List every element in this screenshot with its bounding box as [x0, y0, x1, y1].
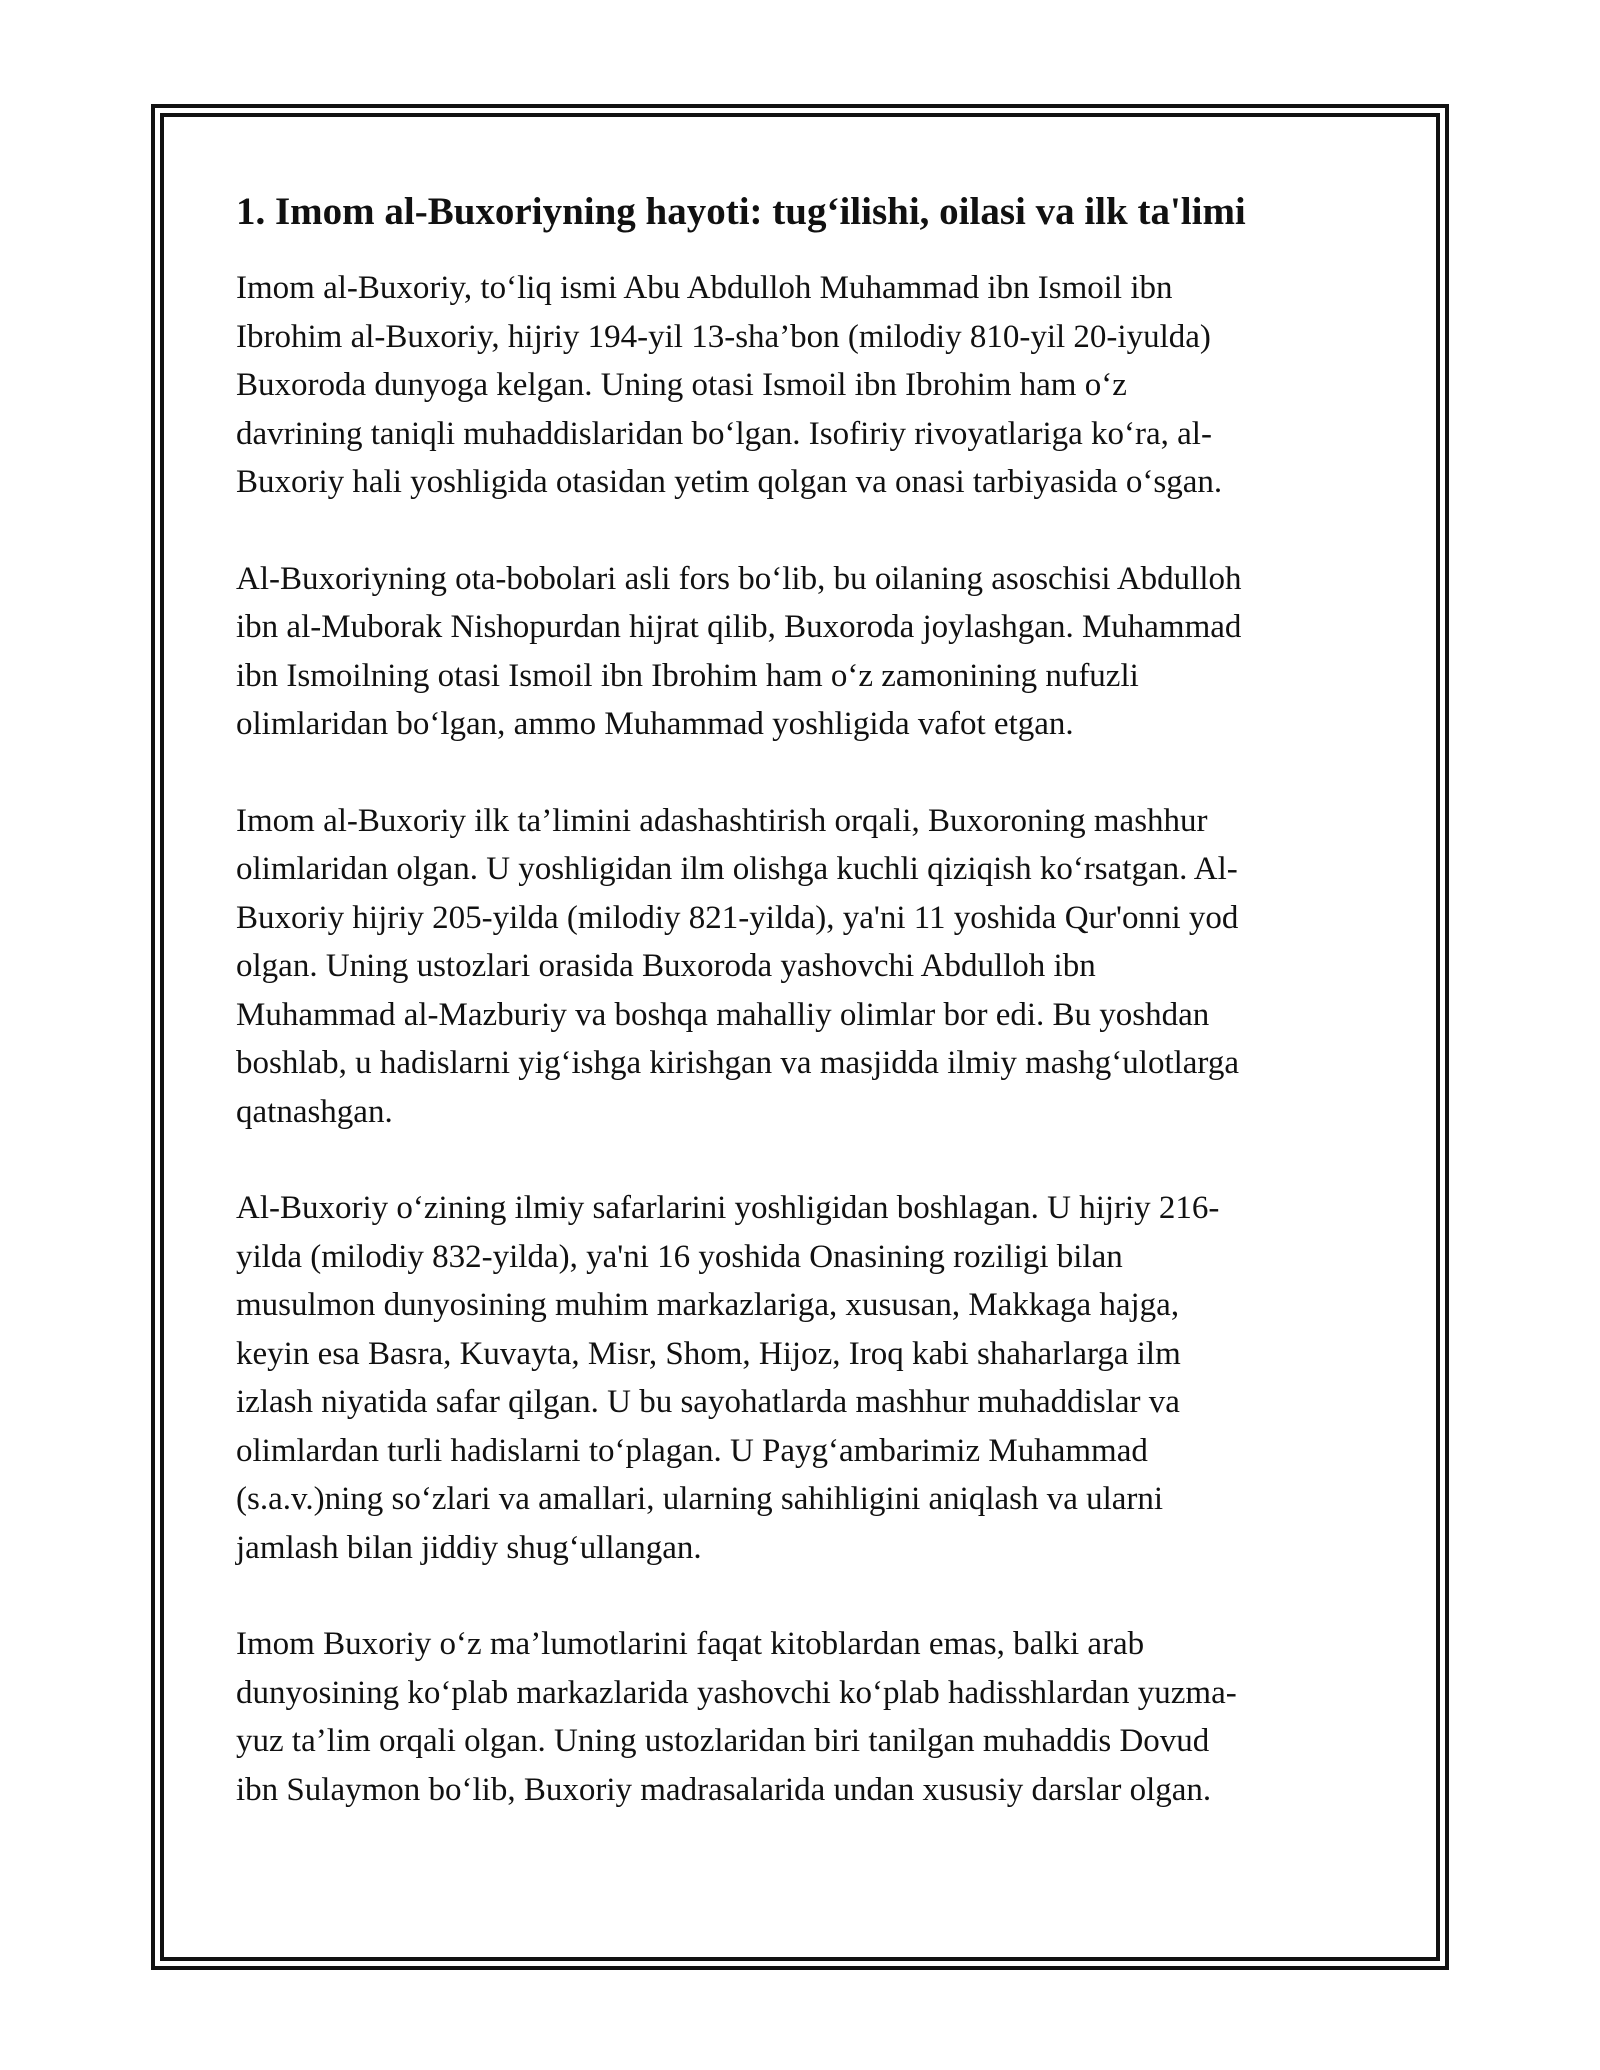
- text-line: boshlab, u hadislarni yig‘ishga kirishgan va masjidda ilmiy mashg‘ulotlarga: [236, 1045, 1239, 1081]
- text-line: yilda (milodiy 832-yilda), ya'ni 16 yoshida Onasining roziligi bilan: [236, 1238, 1123, 1275]
- text-line: dunyosining ko‘plab markazlarida yashovchi ko‘plab hadisshlardan yuzma-: [236, 1674, 1237, 1711]
- text-line: Buxoriy hali yoshligida otasidan yetim qolgan va onasi tarbiyasida o‘sgan.: [236, 464, 1223, 500]
- text-line: jamlash bilan jiddiy shug‘ullangan.: [236, 1529, 702, 1566]
- paragraph-1: [236, 264, 1366, 507]
- text-line: Imom Buxoriy o‘z ma’lumotlarini faqat kitoblardan emas, balki arab: [236, 1626, 1145, 1662]
- text-line: qatnashgan.: [236, 1093, 393, 1130]
- text-line: musulmon dunyosining muhim markazlariga, xususan, Makkaga hajga,: [236, 1287, 1180, 1323]
- text-line: Buxoroda dunyoga kelgan. Uning otasi Ismoil ibn Ibrohim ham o‘z: [236, 367, 1127, 403]
- text-line: olimlardan turli hadislarni to‘plagan. U Payg‘ambarimiz Muhammad: [236, 1432, 1148, 1469]
- text-line: olimlaridan olgan. U yoshligidan ilm olishga kuchli qiziqish ko‘rsatgan. Al-: [236, 851, 1238, 887]
- paragraph-5: [236, 1620, 1366, 1814]
- text-line: Al-Buxoriy o‘zining ilmiy safarlarini yoshligidan boshlagan. U hijriy 216-: [236, 1190, 1220, 1226]
- text-line: ibn Sulaymon bo‘lib, Buxoriy madrasalarida undan xususiy darslar olgan.: [236, 1771, 1212, 1808]
- text-line: ibn Ismoilning otasi Ismoil ibn Ibrohim ham o‘z zamonining nufuzli: [236, 657, 1139, 694]
- text-line: Muhammad al-Mazburiy va boshqa mahalliy olimlar bor edi. Bu yoshdan: [236, 996, 1210, 1033]
- text-line: Imom al-Buxoriy, to‘liq ismi Abu Abdulloh Muhammad ibn Ismoil ibn: [236, 270, 1173, 306]
- text-line: ibn al-Muborak Nishopurdan hijrat qilib, Buxoroda joylashgan. Muhammad: [236, 609, 1242, 645]
- text-line: Buxoriy hijriy 205-yilda (milodiy 821-yilda), ya'ni 11 yoshida Qur'onni yod: [236, 899, 1239, 936]
- text-line: davrining taniqli muhaddislaridan bo‘lgan. Isofiriy rivoyatlariga ko‘ra, al-: [236, 415, 1212, 452]
- text-line: keyin esa Basra, Kuvayta, Misr, Shom, Hijoz, Iroq kabi shaharlarga ilm: [236, 1335, 1181, 1372]
- paragraph-2: [236, 555, 1366, 749]
- paragraph-4: [236, 1184, 1366, 1572]
- section-heading: 1. Imom al-Buxoriyning hayoti: tug‘ilishi, oilasi va ilk ta'limi: [236, 190, 1246, 233]
- text-line: Imom al-Buxoriy ilk ta’limini adashashtirish orqali, Buxoroning mashhur: [236, 802, 1208, 839]
- text-line: olimlaridan bo‘lgan, ammo Muhammad yoshligida vafot etgan.: [236, 706, 1074, 742]
- text-line: yuz ta’lim orqali olgan. Uning ustozlaridan biri tanilgan muhaddis Dovud: [236, 1723, 1210, 1759]
- document-body: [236, 186, 1366, 1862]
- text-line: Ibrohim al-Buxoriy, hijriy 194-yil 13-sha’bon (milodiy 810-yil 20-iyulda): [236, 318, 1211, 355]
- text-line: olgan. Uning ustozlari orasida Buxoroda yashovchi Abdulloh ibn: [236, 948, 1096, 984]
- paragraph-3: [236, 797, 1366, 1137]
- text-line: izlash niyatida safar qilgan. U bu sayohatlarda mashhur muhaddislar va: [236, 1384, 1180, 1420]
- text-line: Al-Buxoriyning ota-bobolari asli fors bo‘lib, bu oilaning asoschisi Abdulloh: [236, 560, 1242, 597]
- text-line: (s.a.v.)ning so‘zlari va amallari, ularning sahihligini aniqlash va ularni: [236, 1481, 1164, 1517]
